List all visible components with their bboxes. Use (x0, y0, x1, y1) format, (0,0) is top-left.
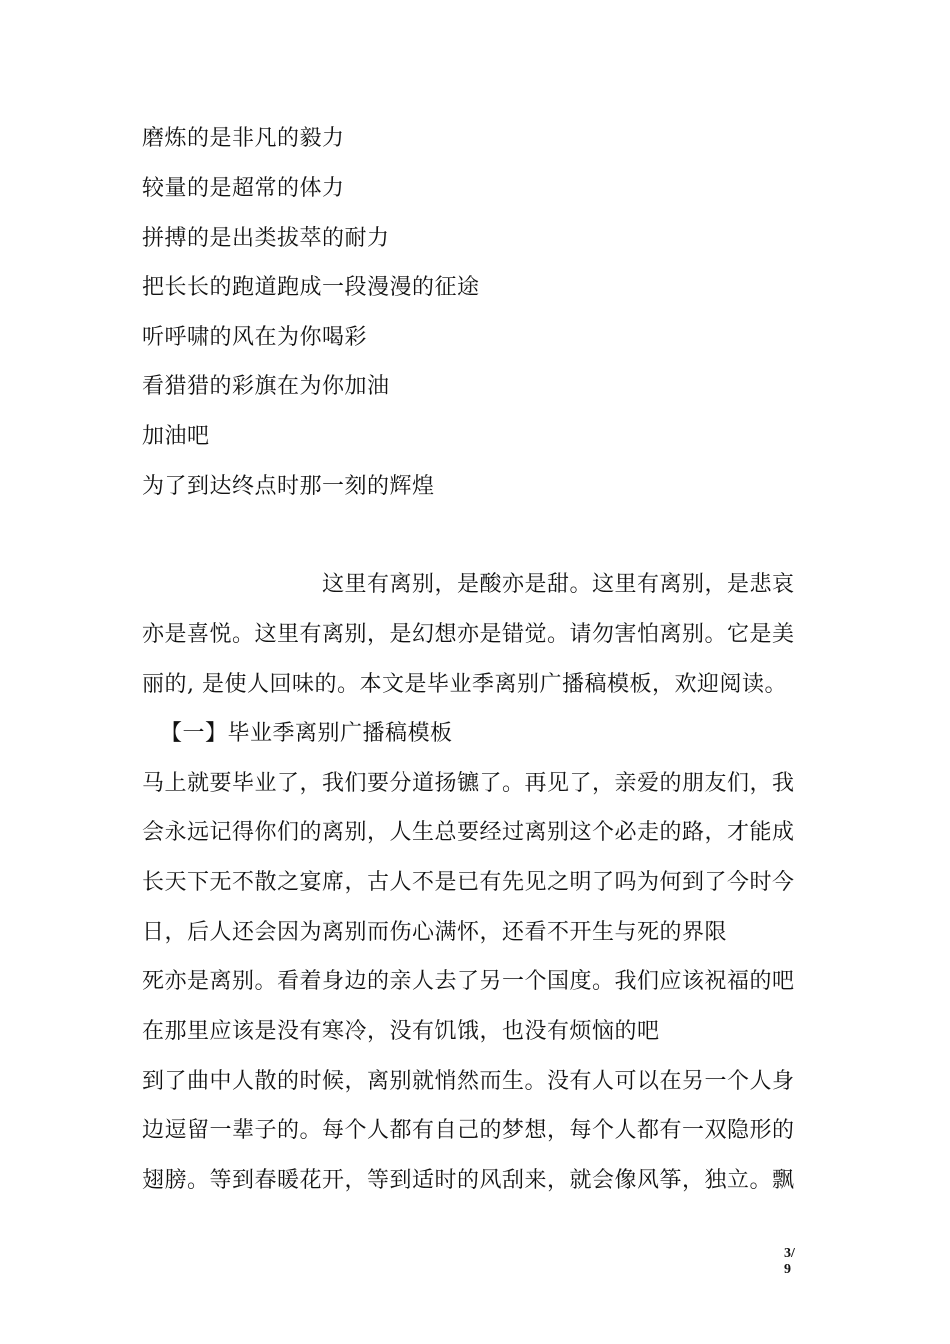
intro-line: 这里有离别，是酸亦是甜。这里有离别，是悲哀 (322, 572, 795, 597)
body-line: 会永远记得你们的离别，人生总要经过离别这个必走的路，才能成 (142, 820, 795, 845)
poem-line: 磨炼的是非凡的毅力 (142, 126, 345, 151)
poem-line: 加油吧 (142, 424, 210, 449)
poem-line: 拼搏的是出类拔萃的耐力 (142, 226, 390, 251)
body-line: 在那里应该是没有寒冷，没有饥饿，也没有烦恼的吧 (142, 1019, 660, 1044)
poem-line: 较量的是超常的体力 (142, 176, 345, 201)
body-line: 日，后人还会因为离别而伤心满怀，还看不开生与死的界限 (142, 920, 728, 945)
poem-line: 把长长的跑道跑成一段漫漫的征途 (142, 275, 480, 300)
poem-line: 为了到达终点时那一刻的辉煌 (142, 474, 435, 499)
poem-line: 听呼啸的风在为你喝彩 (142, 325, 368, 350)
intro-line: 丽的, 是使人回味的。本文是毕业季离别广播稿模板，欢迎阅读。 (142, 672, 787, 697)
section-heading: 【一】毕业季离别广播稿模板 (160, 721, 453, 746)
body-line: 到了曲中人散的时候，离别就悄然而生。没有人可以在另一个人身 (142, 1069, 795, 1094)
body-line: 边逗留一辈子的。每个人都有自己的梦想，每个人都有一双隐形的 (142, 1118, 795, 1143)
page-number-bottom: 9 (784, 1262, 791, 1277)
intro-line: 亦是喜悦。这里有离别，是幻想亦是错觉。请勿害怕离别。它是美 (142, 622, 795, 647)
body-line: 翅膀。等到春暖花开，等到适时的风刮来，就会像风筝，独立。飘 (142, 1168, 795, 1193)
body-line: 马上就要毕业了，我们要分道扬镳了。再见了，亲爱的朋友们，我 (142, 771, 795, 796)
poem-line: 看猎猎的彩旗在为你加油 (142, 374, 390, 399)
body-line: 死亦是离别。看着身边的亲人去了另一个国度。我们应该祝福的吧 (142, 969, 795, 994)
body-line: 长天下无不散之宴席，古人不是已有先见之明了吗为何到了今时今 (142, 870, 795, 895)
page-number-top: 3/ (784, 1246, 795, 1261)
